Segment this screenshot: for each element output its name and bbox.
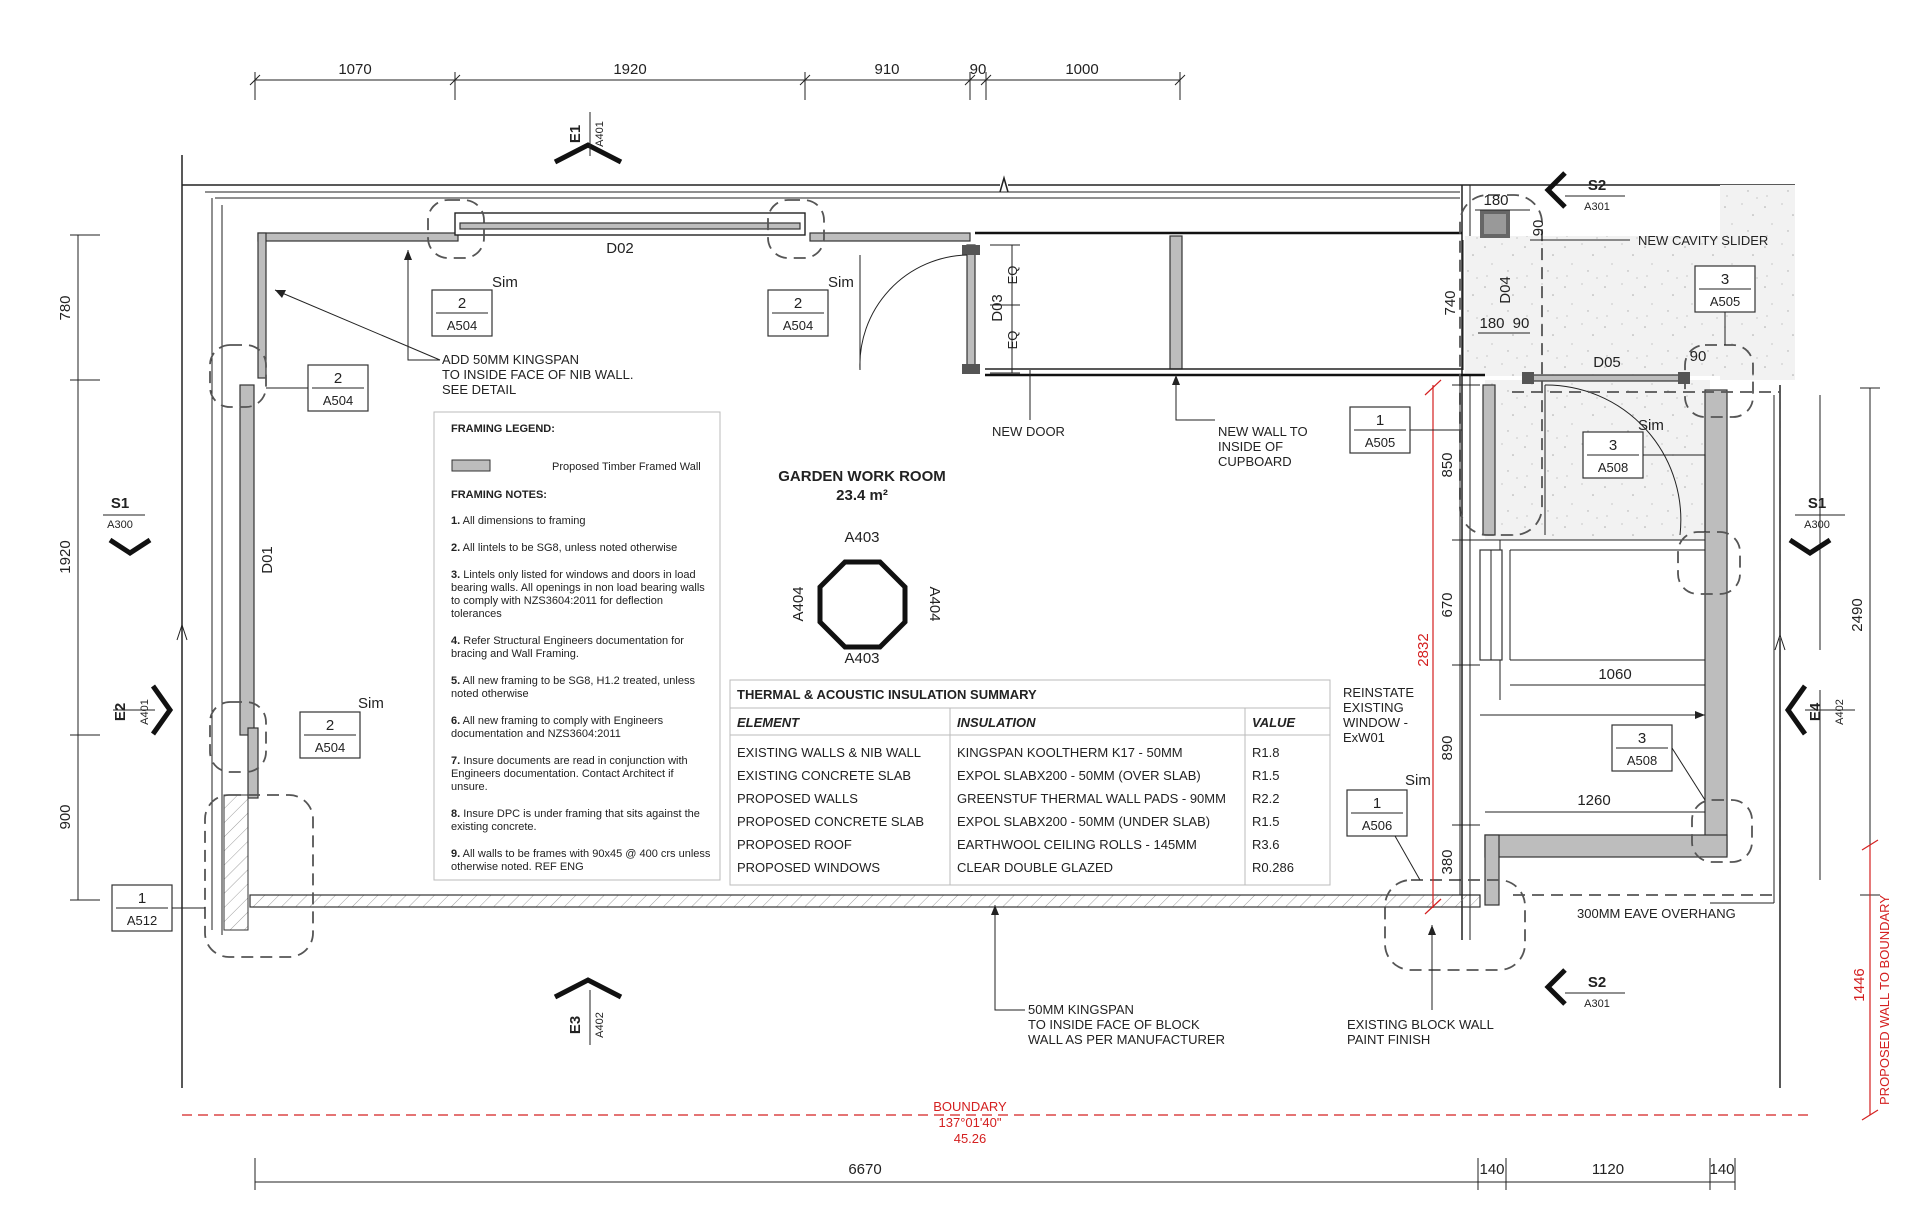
proposed-wall-boundary-note: PROPOSED WALL TO BOUNDARY: [1877, 895, 1892, 1105]
svg-text:300MM EAVE OVERHANG: 300MM EAVE OVERHANG: [1577, 906, 1736, 921]
wall-left-upper: [240, 385, 254, 735]
svg-text:E4: E4: [1807, 702, 1824, 722]
svg-text:1: 1: [137, 890, 147, 907]
detail-tag-1-a505: [1350, 407, 1462, 453]
insulation-cell: PROPOSED WINDOWS: [737, 860, 881, 875]
framing-note-9-line: otherwise noted. REF ENG: [451, 861, 584, 873]
dim-90-cavity: 90: [1530, 219, 1547, 237]
note-new-wall: [1172, 375, 1308, 469]
insulation-cell: GREENSTUF THERMAL WALL PADS - 90MM: [957, 791, 1226, 806]
framing-note-2: 2. All lintels to be SG8, unless noted otherwise: [451, 542, 678, 554]
svg-text:S2: S2: [1587, 974, 1607, 991]
dim-670: 670: [1439, 592, 1456, 618]
insulation-cell: PROPOSED CONCRETE SLAB: [737, 814, 925, 829]
svg-text:A300: A300: [1804, 519, 1830, 531]
framing-note-3-line: to comply with NZS3604:2011 for deflection: [451, 595, 663, 607]
svg-text:A504: A504: [322, 393, 354, 408]
svg-text:CUPBOARD: CUPBOARD: [1218, 454, 1292, 469]
svg-text:EXISTING BLOCK WALL: EXISTING BLOCK WALL: [1347, 1017, 1494, 1032]
framing-note-3-line: tolerances: [451, 608, 502, 620]
dim-140-left: 140: [1479, 1161, 1505, 1178]
insulation-title: THERMAL & ACOUSTIC INSULATION SUMMARY: [737, 687, 1037, 702]
dim-1120: 1120: [1591, 1161, 1625, 1178]
svg-text:A504: A504: [782, 318, 814, 333]
marker-s2-top: [1548, 173, 1625, 213]
insulation-cell: PROPOSED WALLS: [737, 791, 858, 806]
framing-note-6-line: documentation and NZS3604:2011: [451, 728, 621, 740]
svg-text:S2: S2: [1587, 177, 1607, 194]
dim-2490: 2490: [1849, 598, 1866, 632]
dim-850: 850: [1439, 452, 1456, 478]
insulation-cell: EXISTING WALLS & NIB WALL: [737, 745, 921, 760]
framing-note-4: 4. Refer Structural Engineers documentation for: [451, 635, 684, 647]
svg-text:A505: A505: [1364, 435, 1396, 450]
insulation-cell: EXPOL SLABX200 - 50MM (OVER SLAB): [957, 768, 1201, 783]
insulation-cell: R1.8: [1252, 745, 1280, 760]
insulation-cell: R1.5: [1252, 814, 1280, 829]
svg-text:A504: A504: [314, 740, 346, 755]
insulation-cell: R1.5: [1252, 768, 1280, 783]
svg-text:1: 1: [1375, 412, 1385, 429]
left-dimension-string: [57, 235, 100, 900]
framing-note-8-line: existing concrete.: [451, 821, 537, 833]
framing-note-4-line: bracing and Wall Framing.: [451, 648, 579, 660]
insulation-cell: EXISTING CONCRETE SLAB: [737, 768, 912, 783]
svg-text:A506: A506: [1361, 818, 1393, 833]
detail-tag-2-a504-left-lower: [300, 695, 384, 758]
svg-text:Sim: Sim: [1405, 772, 1431, 789]
svg-text:2: 2: [793, 295, 803, 312]
red-dimension-2832: [1415, 380, 1441, 914]
dim-740: 740: [1442, 290, 1459, 316]
dim-180-top: 180: [1483, 192, 1509, 209]
dim-6670: 6670: [848, 1161, 882, 1178]
svg-text:WINDOW -: WINDOW -: [1343, 715, 1408, 730]
int-elev-bottom: A403: [844, 650, 880, 667]
marker-s1-left: [103, 495, 150, 553]
note-eave: [1577, 906, 1736, 921]
framing-note-3: 3. Lintels only listed for windows and doors in load: [451, 569, 696, 581]
svg-text:TO INSIDE FACE OF NIB WALL.: TO INSIDE FACE OF NIB WALL.: [442, 367, 634, 382]
detail-tag-1-a506: [1347, 772, 1431, 880]
svg-text:Sim: Sim: [358, 695, 384, 712]
room-name: GARDEN WORK ROOM: [778, 468, 946, 485]
svg-text:A300: A300: [107, 519, 133, 531]
framing-note-5: 5. All new framing to be SG8, H1.2 treated, unless: [451, 675, 695, 687]
framing-note-5-line: noted otherwise: [451, 688, 529, 700]
label-d05: D05: [1593, 354, 1621, 371]
insulation-header: VALUE: [1252, 715, 1296, 730]
dim-1446: 1446: [1851, 968, 1868, 1002]
insulation-header: ELEMENT: [737, 715, 800, 730]
svg-text:ADD 50MM KINGSPAN: ADD 50MM KINGSPAN: [442, 352, 580, 367]
room-area: 23.4 m²: [836, 487, 888, 504]
window-d02-glass: [460, 223, 800, 229]
svg-text:A505: A505: [1709, 294, 1741, 309]
detail-tag-2-a504-left: [266, 365, 368, 411]
framing-note-7: 7. Insure documents are read in conjunction with: [451, 755, 688, 767]
wall-top-right: [810, 233, 970, 241]
svg-text:50MM KINGSPAN: 50MM KINGSPAN: [1028, 1002, 1134, 1017]
insulation-header: INSULATION: [957, 715, 1036, 730]
boundary-bearing: 137°01'40": [938, 1115, 1002, 1130]
label-d03: D03: [989, 294, 1006, 322]
svg-text:EXISTING: EXISTING: [1343, 700, 1404, 715]
svg-text:WALL AS PER MANUFACTURER: WALL AS PER MANUFACTURER: [1028, 1032, 1225, 1047]
svg-text:Sim: Sim: [828, 274, 854, 291]
dim-1920-top: 1920: [613, 61, 647, 78]
dim-1000: 1000: [1065, 61, 1099, 78]
svg-text:NEW DOOR: NEW DOOR: [992, 424, 1065, 439]
svg-text:Sim: Sim: [492, 274, 518, 291]
insulation-cell: R0.286: [1252, 860, 1294, 875]
detail-tag-2-a504-top-mid: [768, 274, 854, 336]
svg-text:2: 2: [333, 370, 343, 387]
marker-s2-bottom: [1548, 970, 1625, 1010]
int-elev-left: A404: [790, 586, 807, 622]
wall-block-bottom: [250, 895, 1480, 907]
detail-tag-1-a512: [112, 885, 205, 931]
svg-text:E3: E3: [567, 1015, 584, 1035]
svg-text:A512: A512: [126, 913, 158, 928]
dim-90-d05: 90: [1689, 348, 1707, 365]
insulation-cell: EARTHWOOL CEILING ROLLS - 145MM: [957, 837, 1197, 852]
wall-left-lower: [248, 728, 258, 798]
marker-e2: [112, 686, 170, 734]
dim-eq-2: EQ: [1005, 330, 1020, 350]
framing-note-6: 6. All new framing to comply with Engineers: [451, 715, 664, 727]
right-dimension-string: [1849, 388, 1880, 895]
framing-note-8: 8. Insure DPC is under framing that sits against the: [451, 808, 700, 820]
framing-note-1: 1. All dimensions to framing: [451, 515, 586, 527]
svg-text:A504: A504: [446, 318, 478, 333]
int-elev-top: A403: [844, 529, 880, 546]
marker-e1: [555, 112, 621, 162]
detail-tag-2-a504-top-left: [432, 274, 518, 336]
svg-text:A301: A301: [1584, 998, 1610, 1010]
wall-porch-notch: [1485, 835, 1499, 905]
svg-text:NEW CAVITY SLIDER: NEW CAVITY SLIDER: [1638, 233, 1769, 248]
int-elev-right: A404: [926, 586, 943, 622]
svg-text:3: 3: [1637, 730, 1647, 747]
dim-eq-1: EQ: [1005, 265, 1020, 285]
framing-legend-box: [434, 412, 720, 880]
svg-text:A508: A508: [1626, 753, 1658, 768]
dim-140-right: 140: [1709, 1161, 1735, 1178]
dim-90-top: 90: [969, 61, 987, 78]
insulation-cell: R3.6: [1252, 837, 1280, 852]
svg-text:A401: A401: [139, 699, 151, 725]
dim-90-mid: 90: [1512, 315, 1530, 332]
svg-text:1: 1: [1372, 795, 1382, 812]
svg-text:NEW WALL TO: NEW WALL TO: [1218, 424, 1308, 439]
svg-text:E2: E2: [112, 702, 129, 722]
dim-180-mid: 180: [1479, 315, 1505, 332]
red-dimension-1446: [1851, 840, 1892, 1120]
svg-text:S1: S1: [1807, 495, 1827, 512]
svg-text:INSIDE OF: INSIDE OF: [1218, 439, 1284, 454]
bottom-dimension-string: [255, 1158, 1735, 1190]
marker-s1-right: [1790, 495, 1845, 553]
svg-text:ExW01: ExW01: [1343, 730, 1385, 745]
detail-tag-3-a508-bottom: [1612, 725, 1705, 800]
boundary-label: BOUNDARY: [933, 1099, 1007, 1114]
insulation-cell: KINGSPAN KOOLTHERM K17 - 50MM: [957, 745, 1183, 760]
svg-text:3: 3: [1720, 271, 1730, 288]
interior-elevation-octagon: [820, 562, 905, 647]
label-d01: D01: [259, 546, 276, 574]
framing-note-7-line: unsure.: [451, 781, 488, 793]
svg-text:SEE DETAIL: SEE DETAIL: [442, 382, 517, 397]
framing-notes-title: FRAMING NOTES:: [451, 489, 547, 501]
svg-text:A401: A401: [594, 121, 606, 147]
note-new-door: [992, 370, 1065, 439]
note-kingspan-block: [991, 905, 1225, 1047]
framing-note-7-line: Engineers documentation. Contact Architect if: [451, 768, 674, 780]
dim-1070: 1070: [338, 61, 372, 78]
dim-890: 890: [1439, 735, 1456, 761]
dim-380: 380: [1439, 849, 1456, 875]
svg-text:REINSTATE: REINSTATE: [1343, 685, 1415, 700]
svg-text:A402: A402: [1834, 699, 1846, 725]
wall-stair-strip: [1483, 385, 1495, 535]
wall-left-block-bottom: [224, 795, 248, 930]
top-dimension-string: [250, 61, 1185, 100]
marker-e4: [1788, 686, 1855, 734]
insulation-table: [730, 680, 1330, 885]
dim-1260: 1260: [1577, 792, 1611, 809]
insulation-cell: PROPOSED ROOF: [737, 837, 852, 852]
dim-1920-left: 1920: [57, 540, 74, 574]
framing-note-9: 9. All walls to be frames with 90x45 @ 400 crs unless: [451, 848, 711, 860]
insulation-cell: CLEAR DOUBLE GLAZED: [957, 860, 1114, 875]
svg-text:S1: S1: [110, 495, 130, 512]
wall-cupboard: [1170, 236, 1182, 369]
svg-text:A402: A402: [594, 1012, 606, 1038]
svg-text:A508: A508: [1597, 460, 1629, 475]
dim-2832: 2832: [1415, 633, 1432, 667]
marker-e3: [555, 980, 621, 1045]
wall-porch-right: [1705, 390, 1727, 855]
framing-legend-item: Proposed Timber Framed Wall: [552, 461, 701, 473]
svg-text:2: 2: [325, 717, 335, 734]
label-d02: D02: [606, 240, 634, 257]
door-d04-cavity-slider: [1480, 210, 1510, 238]
svg-text:Sim: Sim: [1638, 417, 1664, 434]
dim-900-left: 900: [57, 804, 74, 830]
boundary-line: [182, 1099, 1810, 1146]
dim-1060: 1060: [1598, 666, 1632, 683]
dim-780: 780: [57, 295, 74, 321]
svg-text:A301: A301: [1584, 201, 1610, 213]
svg-text:3: 3: [1608, 437, 1618, 454]
svg-text:PAINT FINISH: PAINT FINISH: [1347, 1032, 1431, 1047]
svg-text:TO INSIDE FACE OF BLOCK: TO INSIDE FACE OF BLOCK: [1028, 1017, 1200, 1032]
framing-legend-title: FRAMING LEGEND:: [451, 423, 555, 435]
wall-porch-bottom: [1485, 835, 1727, 857]
svg-text:E1: E1: [567, 124, 584, 144]
svg-text:2: 2: [457, 295, 467, 312]
boundary-distance: 45.26: [953, 1131, 987, 1146]
dim-910: 910: [874, 61, 900, 78]
framing-note-3-line: bearing walls. All openings in non load bearing walls: [451, 582, 705, 594]
label-d04: D04: [1497, 276, 1514, 304]
insulation-cell: EXPOL SLABX200 - 50MM (UNDER SLAB): [957, 814, 1211, 829]
note-block-wall: [1347, 925, 1494, 1047]
insulation-cell: R2.2: [1252, 791, 1280, 806]
